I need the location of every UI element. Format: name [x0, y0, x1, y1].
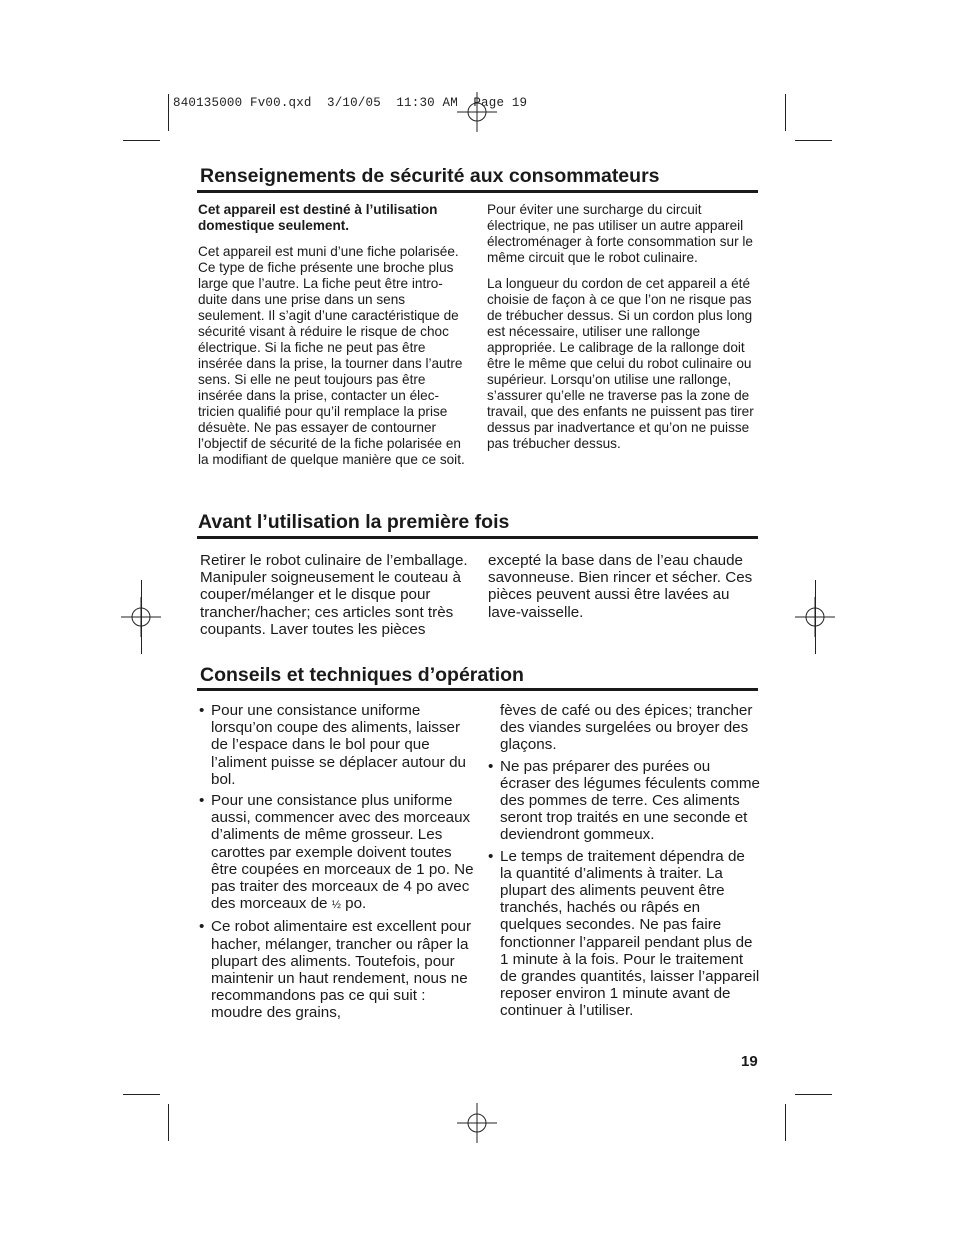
first-use-right-column [488, 552, 758, 631]
crop-mark-top-left-h [123, 140, 160, 141]
crop-mark-bottom-left-v [168, 1104, 169, 1141]
section-rule-tips [197, 688, 758, 691]
list-item [488, 848, 760, 1020]
safety-circuit-text: Pour éviter une surcharge du circuit électrique, ne pas utiliser un autre appareil électroménager à forte consommation sur le même circuit que le robot culinaire. [487, 202, 753, 265]
tip-text: Le temps de traitement dépendra de la quantité d’aliments à traiter. La plupart des aliments peuvent être tranchés, hachés ou râpés en quelques secondes. Ne pas faire fonctionner l’appareil pendant plus de 1 minute à la fois. Pour le traitement de grandes quantités, laisser l’appareil reposer environ 1 minute avant de continuer à l’utiliser. [500, 847, 760, 1020]
tip-text: Pour une consistance uniforme lorsqu’on coupe des aliments, laisser de l’espace dans le bol pour que l’aliment puisse se déplacer autour du bol. [211, 702, 466, 788]
registration-line-right [815, 580, 816, 654]
list-item-continuation [488, 702, 760, 754]
section-title-safety: Renseignements de sécurité aux consommateurs [200, 165, 660, 187]
safety-cord-text: La longueur du cordon de cet appareil a été choisie de façon à ce que l’on ne risque pas de trébucher dessus. Si un cordon plus long est nécessaire, utiliser une rallonge appropriée. Le calibrage de la rallonge doit être le même que celui du robot culinaire ou supérieur. Lorsqu’on utilise une rallonge, s’assurer qu’elle ne traverse pas la zone de travail, que des enfants ne puissent pas tirer dessus par inadvertance et qu’on ne puisse pas trébucher dessus. [487, 276, 754, 451]
safety-intro-bold: Cet appareil est destiné à l’utilisation domestique seulement. [198, 202, 438, 233]
section-title-tips: Conseils et techniques d’opération [200, 664, 524, 686]
first-use-left-column [200, 552, 470, 648]
bullet-icon: • [199, 918, 205, 936]
bullet-icon: • [199, 792, 205, 810]
safety-left-column [198, 202, 468, 478]
registration-mark-top-icon [457, 92, 497, 132]
tips-left-list [199, 702, 474, 1022]
section-rule-safety [197, 190, 758, 193]
tip-continuation-text: fèves de café ou des épices; trancher des viandes surgelées ou broyer des glaçons. [500, 702, 753, 754]
crop-mark-bottom-left-h [123, 1094, 160, 1095]
crop-mark-top-right-v [785, 94, 786, 131]
bullet-icon: • [488, 847, 494, 865]
tips-left-column [199, 702, 474, 1026]
crop-mark-bottom-right-v [785, 1104, 786, 1141]
list-item [488, 758, 760, 844]
list-item [199, 918, 474, 1021]
tips-right-list [488, 702, 760, 1020]
fraction-half: ½ [331, 899, 341, 912]
safety-right-column [487, 202, 759, 462]
fraction-suffix: po. [340, 895, 367, 913]
tip-text: Ce robot alimentaire est excellent pour hacher, mélanger, trancher ou râper la plupart des aliments. Toutefois, pour maintenir un haut rendement, nous ne recommandons pas ce qui suit : moudre des grains, [211, 918, 472, 1022]
page-number: 19 [741, 1053, 758, 1070]
crop-mark-bottom-right-h [795, 1094, 832, 1095]
crop-mark-top-left-v [168, 94, 169, 131]
tips-right-column [488, 702, 760, 1024]
bullet-icon: • [199, 702, 205, 719]
safety-polarized-plug-text: Cet appareil est muni d’une fiche polarisée. Ce type de fiche présente une broche plus large que l’autre. La fiche peut être intro-duite dans une prise dans un sens seulement. Il s’agit d’une caractéristique de sécurité visant à réduire le risque de choc électrique. Si la fiche ne peut pas être insérée dans la prise, la tourner dans l’autre sens. Si elle ne peut toujours pas être insérée dans la prise, contacter un élec-tricien qualifié pour qu’il remplace la prise désuète. Ne pas essayer de contourner l’objectif de sécurité de la fiche polarisée en la modifiant de quelque manière que ce soit. [198, 244, 465, 467]
registration-mark-bottom-icon [457, 1103, 497, 1143]
bullet-icon: • [488, 757, 494, 775]
section-rule-first-use [197, 536, 758, 539]
list-item [199, 792, 474, 914]
print-slug: 840135000 Fv00.qxd 3/10/05 11:30 AM Page 19 [173, 96, 528, 110]
tip-text: Ne pas préparer des purées ou écraser des légumes féculents comme des pommes de terre. Ces aliments seront trop traités en une seconde et deviendront gommeux. [500, 757, 760, 844]
tip-text: Pour une consistance plus uniforme aussi, commencer avec des morceaux d’aliments de même grosseur. Les carottes par exemple doivent toutes être coupées en morceaux de 1 po. Ne pas traiter des morceaux de 4 po avec des morceaux de [211, 792, 474, 913]
crop-mark-top-right-h [795, 140, 832, 141]
first-use-left-text: Retirer le robot culinaire de l’emballage. Manipuler soigneusement le couteau à couper/mélanger et le disque pour trancher/hacher; ces articles sont très coupants. Laver toutes les pièces [200, 552, 468, 638]
section-title-first-use: Avant l’utilisation la première fois [198, 511, 510, 533]
registration-line-left [141, 580, 142, 654]
list-item [199, 702, 474, 788]
first-use-right-text: excepté la base dans de l’eau chaude savonneuse. Bien rincer et sécher. Ces pièces peuvent aussi être lavées au lave-vaisselle. [488, 552, 753, 621]
